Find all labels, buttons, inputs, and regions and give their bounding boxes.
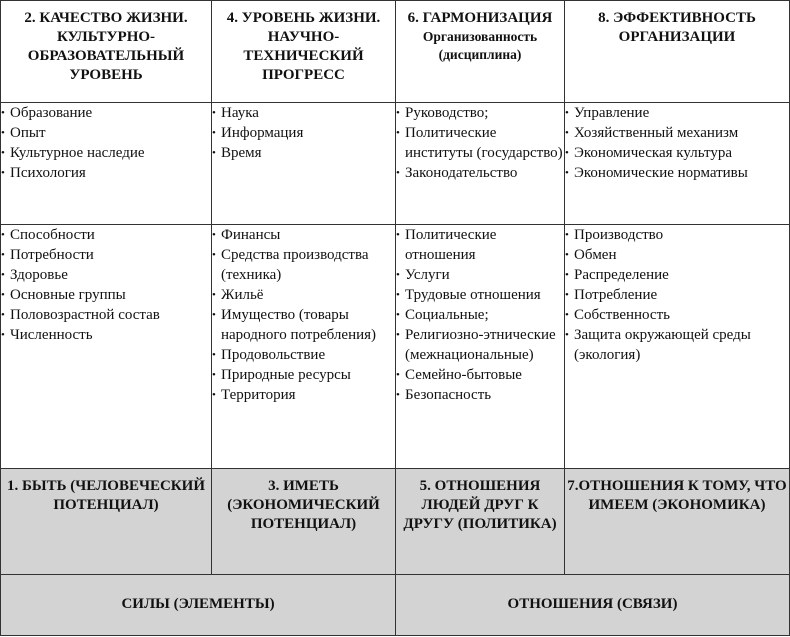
list-cell [1,225,212,469]
list-item: • Психология [1,163,211,183]
list-item: • Трудовые отношения [396,285,564,305]
list-item: • Собственность [565,305,789,325]
list-item: • Способности [1,225,211,245]
list-item: • Политические отношения [396,225,564,265]
category-title: 3. ИМЕТЬ (ЭКОНОМИЧЕСКИЙ ПОТЕНЦИАЛ) [227,478,380,533]
item-list [396,225,564,405]
list-item: • Защита окружающей среды (экология) [565,325,789,365]
category-cell-3 [212,469,396,574]
header-title: 6. ГАРМОНИЗАЦИЯ [407,10,553,26]
list-item: • Здоровье [1,265,211,285]
list-cell [565,103,790,225]
list-cell [396,103,565,225]
list-item: • Средства производства (техника) [212,245,395,285]
list-item: • Управление [565,103,789,123]
list-item: • Основные группы [1,285,211,305]
list-item: • Финансы [212,225,395,245]
list-item: • Время [212,143,395,163]
list-item: • Информация [212,123,395,143]
header-cell-4 [565,1,790,103]
category-cell-7 [565,469,790,574]
category-title: 7.ОТНОШЕНИЯ К ТОМУ, ЧТО ИМЕЕМ (ЭКОНОМИКА) [567,478,787,514]
list-item: • Руководство; [396,103,564,123]
list-item: • Природные ресурсы [212,365,395,385]
list-item: • Религиозно-этнические (межнациональные) [396,325,564,365]
list-item: • Образование [1,103,211,123]
item-list [212,103,395,163]
footer-row [1,574,790,635]
list-item: • Потребление [565,285,789,305]
header-subtitle: Организованность (дисциплина) [422,29,538,62]
list-cell [1,103,212,225]
list-item: • Распределение [565,265,789,285]
item-list [396,103,564,183]
list-item: • Экономическая культура [565,143,789,163]
list-row-2 [1,225,790,469]
category-cell-1 [1,469,212,574]
category-cell-5 [396,469,565,574]
list-row-1 [1,103,790,225]
footer-left: СИЛЫ (ЭЛЕМЕНТЫ) [1,574,396,635]
list-item: • Жильё [212,285,395,305]
list-item: • Наука [212,103,395,123]
list-item: • Услуги [396,265,564,285]
list-item: • Потребности [1,245,211,265]
list-cell [565,225,790,469]
list-item: • Семейно-бытовые [396,365,564,385]
item-list [565,225,789,365]
list-item: • Половозрастной состав [1,305,211,325]
category-title: 1. БЫТЬ (ЧЕЛОВЕЧЕСКИЙ ПОТЕНЦИАЛ) [6,478,206,514]
list-item: • Опыт [1,123,211,143]
item-list [1,225,211,345]
list-item: • Производство [565,225,789,245]
list-item: • Безопасность [396,385,564,405]
header-cell-1 [1,1,212,103]
list-cell [212,225,396,469]
list-item: • Законодательство [396,163,564,183]
list-cell [396,225,565,469]
header-cell-3 [396,1,565,103]
list-item: • Экономические нормативы [565,163,789,183]
item-list [212,225,395,405]
header-cell-2 [212,1,396,103]
header-title: 8. ЭФФЕКТИВНОСТЬ ОРГАНИЗАЦИИ [598,10,756,45]
list-cell [212,103,396,225]
list-item: • Численность [1,325,211,345]
list-item: • Хозяйственный механизм [565,123,789,143]
list-item: • Территория [212,385,395,405]
list-item: • Социальные; [396,305,564,325]
category-row [1,469,790,574]
list-item: • Культурное наследие [1,143,211,163]
footer-right: ОТНОШЕНИЯ (СВЯЗИ) [396,574,790,635]
list-item: • Политические институты (государство) [396,123,564,163]
category-title: 5. ОТНОШЕНИЯ ЛЮДЕЙ ДРУГ К ДРУГУ (ПОЛИТИКА) [403,478,557,533]
header-title: 2. КАЧЕСТВО ЖИЗНИ. КУЛЬТУРНО-ОБРАЗОВАТЕЛЬНЫЙ УРОВЕНЬ [24,10,188,83]
item-list [565,103,789,183]
item-list [1,103,211,183]
list-item: • Имущество (товары народного потребления) [212,305,395,345]
header-title: 4. УРОВЕНЬ ЖИЗНИ. НАУЧНО-ТЕХНИЧЕСКИЙ ПРОГРЕСС [226,10,381,83]
list-item: • Обмен [565,245,789,265]
header-row [1,1,790,103]
list-item: • Продовольствие [212,345,395,365]
